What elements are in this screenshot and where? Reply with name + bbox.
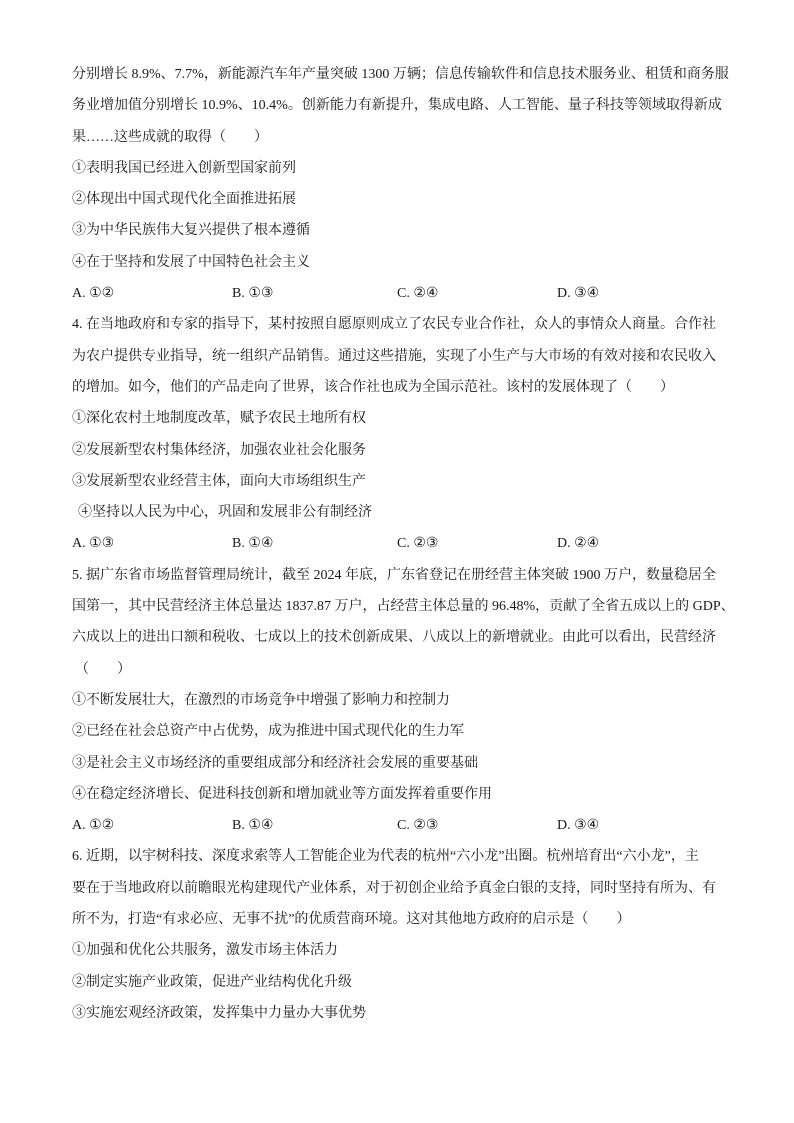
- answer-choice-a: A. ①②: [72, 818, 115, 834]
- statement-item: ②制定实施产业政策，促进产业结构优化升级: [72, 974, 352, 990]
- question-stem-line: 分别增长 8.9%、7.7%，新能源汽车年产量突破 1300 万辆；信息传输软件和信息技术服务业、租赁和商务服: [72, 67, 729, 82]
- statement-item: ②已经在社会总资产中占优势，成为推进中国式现代化的生力军: [72, 724, 464, 740]
- question-stem-line: 务业增加值分别增长 10.9%、10.4%。创新能力有新提升，集成电路、人工智能、量子科技等领域取得新成: [72, 98, 722, 114]
- question-stem-line: 为农户提供专业指导，统一组织产品销售。通过这些措施，实现了小生产与大市场的有效对接和农民收入: [72, 348, 716, 364]
- statement-item: ③发展新型农业经营主体，面向大市场组织生产: [72, 473, 366, 489]
- question-stem-line: 国第一，其中民营经济主体总量达 1837.87 万户，占经营主体总量的 96.48%，贡献了全省五成以上的 GDP、: [72, 599, 735, 615]
- answer-choice-c: C. ②③: [397, 536, 439, 552]
- statement-item: ③实施宏观经济政策，发挥集中力量办大事优势: [72, 1005, 366, 1021]
- statement-item: ③是社会主义市场经济的重要组成部分和经济社会发展的重要基础: [72, 755, 478, 771]
- answer-choice-b: B. ①④: [232, 818, 274, 834]
- question-stem-line: 的增加。如今，他们的产品走向了世界，该合作社也成为全国示范社。该村的发展体现了（ ）: [72, 379, 674, 395]
- statement-item: ②发展新型农村集体经济，加强农业社会化服务: [72, 442, 366, 458]
- statement-item: ①加强和优化公共服务，激发市场主体活力: [72, 943, 338, 959]
- statement-item: ①深化农村土地制度改革，赋予农民土地所有权: [72, 411, 366, 427]
- answer-choice-a: A. ①②: [72, 286, 115, 302]
- answer-choice-c: C. ②④: [397, 286, 439, 302]
- answer-choice-b: B. ①④: [232, 536, 274, 552]
- question-stem-line: 所不为，打造“有求必应、无事不扰”的优质营商环境。这对其他地方政府的启示是（ ）: [72, 912, 631, 928]
- statement-item: ①不断发展壮大，在激烈的市场竞争中增强了影响力和控制力: [72, 692, 450, 708]
- answer-choice-d: D. ③④: [557, 818, 600, 834]
- answer-choice-a: A. ①③: [72, 536, 115, 552]
- statement-item: ④坚持以人民为中心，巩固和发展非公有制经济: [78, 505, 372, 521]
- answer-choice-c: C. ②③: [397, 818, 439, 834]
- question-5: [0, 560, 794, 842]
- statement-item: ③为中华民族伟大复兴提供了根本遵循: [72, 223, 310, 239]
- statement-item: ①表明我国已经进入创新型国家前列: [72, 160, 296, 176]
- question-6: [0, 841, 794, 1029]
- question-stem-line: （ ）: [75, 661, 131, 677]
- answer-choice-d: D. ②④: [557, 536, 600, 552]
- question-stem-line: 六成以上的进出口额和税收、七成以上的技术创新成果、八成以上的新增就业。由此可以看出，民营经济: [72, 630, 716, 646]
- statement-item: ④在稳定经济增长、促进科技创新和增加就业等方面发挥着重要作用: [72, 786, 492, 802]
- statement-item: ④在于坚持和发展了中国特色社会主义: [72, 254, 310, 270]
- question-4: [0, 309, 794, 559]
- answer-choices: [72, 810, 794, 841]
- question-3: [0, 59, 794, 309]
- answer-choice-d: D. ③④: [557, 286, 600, 302]
- answer-choices: [72, 278, 794, 309]
- answer-choices: [72, 528, 794, 559]
- answer-choice-b: B. ①③: [232, 286, 274, 302]
- statement-item: ②体现出中国式现代化全面推进拓展: [72, 192, 296, 208]
- question-stem-line: 5. 据广东省市场监督管理局统计，截至 2024 年底，广东省登记在册经营主体突破 1900 万户，数量稳居全: [72, 567, 716, 583]
- question-stem-line: 要在于当地政府以前瞻眼光构建现代产业体系，对于初创企业给予真金白银的支持，同时坚持有所为、有: [72, 880, 716, 896]
- question-stem-line: 果……这些成就的取得（ ）: [72, 129, 268, 145]
- question-stem-line: 6. 近期，以宇树科技、深度求索等人工智能企业为代表的杭州“六小龙”出圈。杭州培育出“六小龙”，主: [72, 849, 699, 865]
- question-stem-line: 4. 在当地政府和专家的指导下，某村按照自愿原则成立了农民专业合作社，众人的事情众人商量。合作社: [72, 317, 716, 333]
